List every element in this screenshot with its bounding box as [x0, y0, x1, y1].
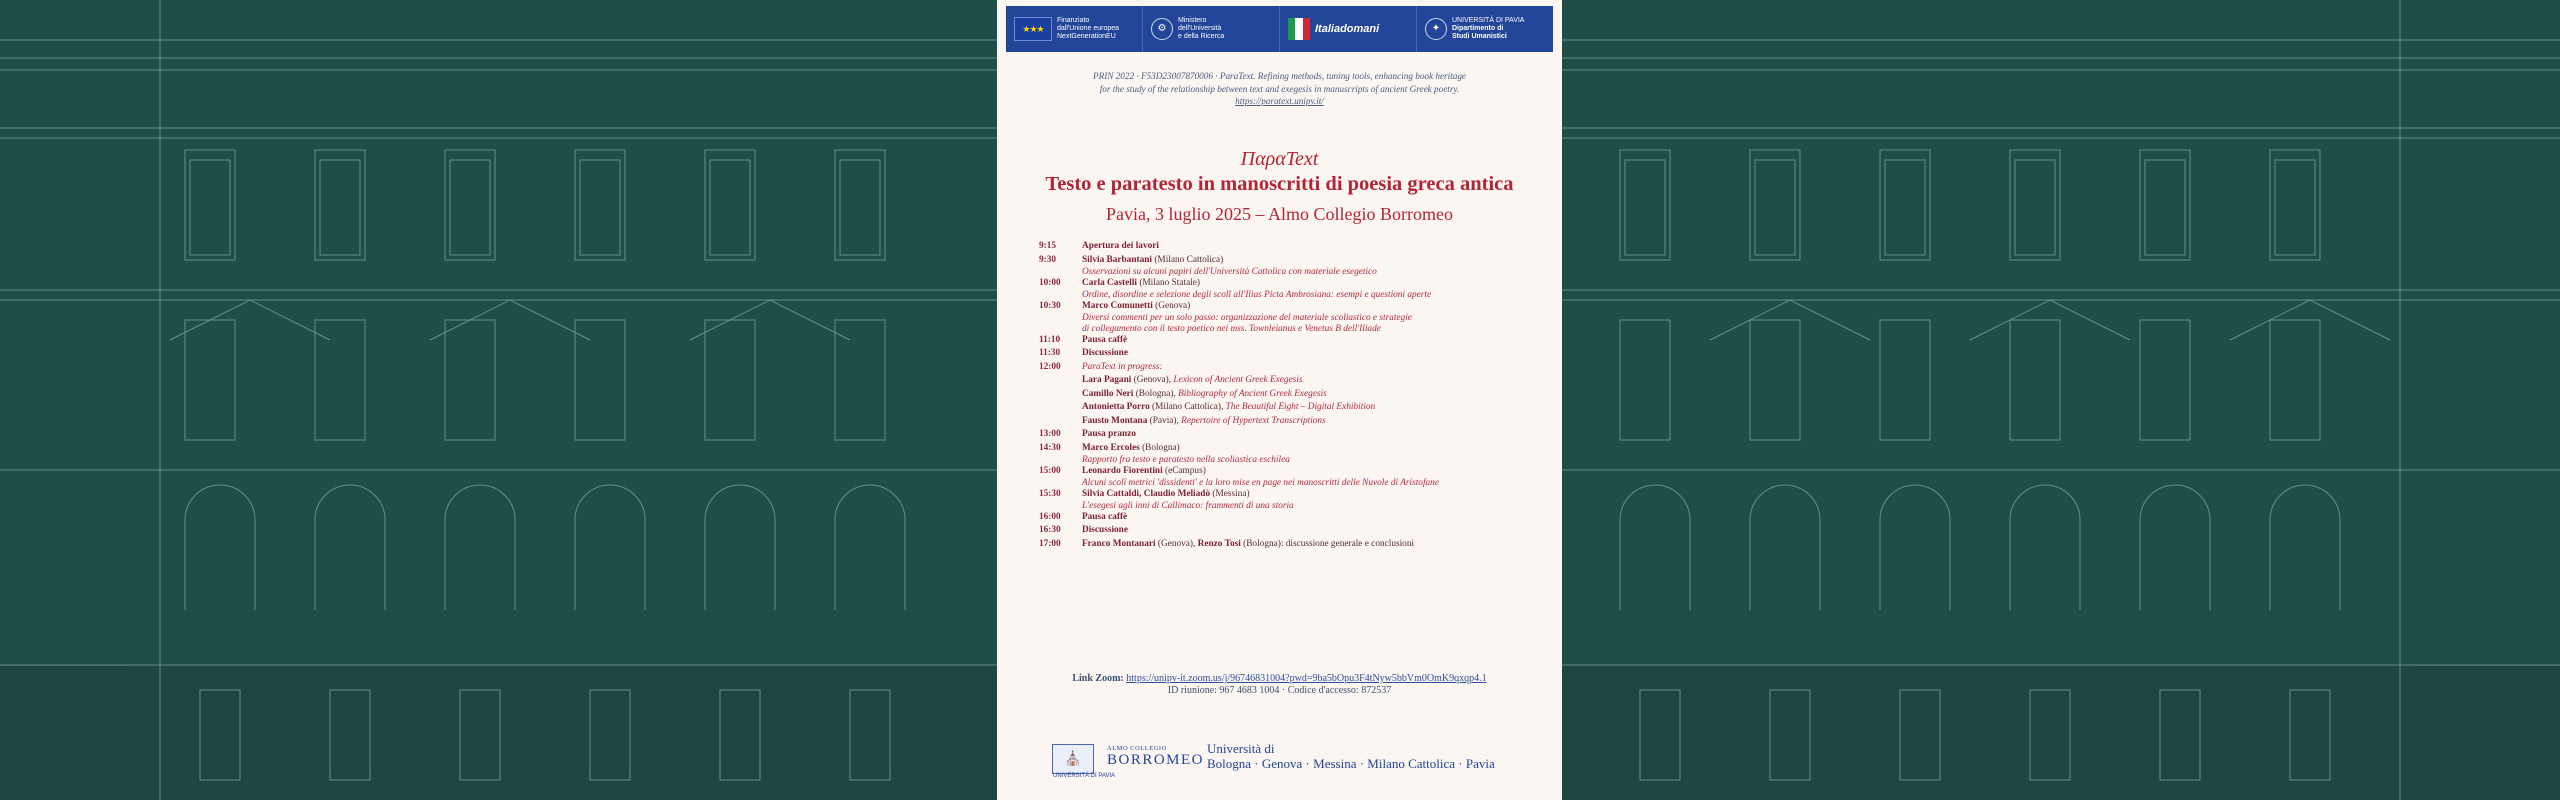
speaker-affiliation: (Milano Cattolica),: [1149, 402, 1226, 412]
schedule-row: [1039, 415, 1549, 429]
talk-title: Alcuni scolî metrici 'dissidenti' e la loro mise en page nei manoscritti delle Nuvole di Aristofane: [1082, 478, 1439, 488]
speaker-name: Marco Ercoles: [1082, 442, 1140, 453]
eu-flag-icon: ★★★: [1014, 17, 1052, 41]
talk-title-continued: di collegamento con il testo poetico nei mss. Townleianus e Venetus B dell'Iliade: [1082, 324, 1381, 334]
mur-seal-icon: ⚙: [1151, 18, 1173, 40]
italian-flag-icon: [1288, 18, 1310, 40]
speaker-name: Silvia Barbantani: [1082, 254, 1153, 265]
zoom-info: [997, 673, 1562, 697]
unipv-logo-line-2: Dipartimento di: [1452, 25, 1504, 32]
main-title: Testo e paratesto in manoscritti di poesia greca antica: [1045, 173, 1514, 195]
speaker-affiliation: (Bologna): discussione generale e conclusioni: [1240, 538, 1415, 549]
schedule-item-text: Pausa caffè: [1082, 511, 1128, 522]
speaker-name: Fausto Montana: [1082, 415, 1148, 426]
speaker-name: Antonietta Porro: [1082, 402, 1150, 412]
schedule-time: 16:00: [1039, 511, 1061, 522]
schedule-time: 13:00: [1039, 429, 1061, 439]
borromeo-text: BORROMEO: [1107, 752, 1205, 768]
schedule-entry: [1082, 401, 1375, 415]
schedule-item-text: ParaText in progress:: [1082, 361, 1163, 372]
schedule-time: 10:30: [1039, 300, 1061, 311]
schedule-entry: [1082, 374, 1302, 388]
schedule-entry: [1082, 428, 1136, 442]
speaker-name: Franco Montanari: [1082, 538, 1156, 549]
schedule-row: [1039, 465, 1549, 488]
italiadomani-logo: [1280, 6, 1417, 52]
schedule-row: [1039, 361, 1549, 375]
schedule-entry: [1082, 465, 1439, 490]
speaker-name: Marco Comunetti: [1082, 300, 1153, 311]
footer-logos: [997, 735, 1562, 795]
speaker-name: Carla Castelli: [1082, 277, 1137, 288]
schedule-entry: [1082, 511, 1127, 525]
eu-logo-line-3: NextGenerationEU: [1057, 33, 1116, 40]
schedule-row: [1039, 254, 1549, 277]
borromeo-small-text: ALMO COLLEGIO: [1107, 745, 1167, 752]
talk-title: Ordine, disordine e selezione degli scolî all'Ilias Picta Ambrosiana: esempi e questioni aperte: [1082, 290, 1432, 300]
schedule-row: [1039, 511, 1549, 525]
mur-logo: [1143, 6, 1280, 52]
eu-logo: [1006, 6, 1143, 52]
schedule-item-text: Discussione: [1082, 348, 1128, 358]
schedule-row: [1039, 488, 1549, 511]
project-work-title: Repertoire of Hypertext Transcriptions: [1181, 415, 1326, 426]
speaker-name: Camillo Neri: [1082, 388, 1134, 399]
schedule-time: 10:00: [1039, 277, 1061, 288]
schedule-time: 11:10: [1039, 334, 1061, 345]
schedule-time: 15:00: [1039, 465, 1061, 476]
mur-logo-line-1: Ministero: [1178, 17, 1207, 24]
schedule-row: [1039, 300, 1549, 334]
project-work-title: Lexicon of Ancient Greek Exegesis: [1173, 375, 1303, 385]
prin-line-1: PRIN 2022 · F53D23007870006 · ParaText. Refining methods, tuning tools, enhancing book heritage: [1093, 71, 1466, 81]
schedule-row: [1039, 240, 1549, 254]
speaker-name: Leonardo Fiorentini: [1082, 465, 1163, 476]
speaker-affiliation: (Milano Statale): [1137, 277, 1200, 288]
speaker-affiliation: (Bologna): [1139, 442, 1180, 453]
schedule-time: 16:30: [1039, 525, 1061, 535]
place-date: Pavia, 3 luglio 2025 – Almo Collegio Borromeo: [1106, 204, 1453, 224]
schedule-entry: [1082, 277, 1431, 302]
speaker-affiliation: (Genova),: [1155, 538, 1198, 549]
schedule-time: 15:30: [1039, 488, 1061, 499]
schedule-row: [1039, 442, 1549, 465]
paratext-url-link[interactable]: https://paratext.unipv.it/: [1235, 96, 1324, 106]
schedule-row: [1039, 401, 1549, 415]
schedule-entry: [1082, 388, 1327, 402]
eu-logo-line-2: dall'Unione europea: [1057, 25, 1120, 32]
schedule-entry: [1082, 240, 1159, 254]
schedule-item-text: Pausa caffè: [1082, 334, 1128, 345]
schedule-row: [1039, 277, 1549, 300]
schedule-entry: [1082, 488, 1294, 513]
speaker-affiliation: (Milano Cattolica): [1152, 254, 1224, 265]
project-work-title: Bibliography of Ancient Greek Exegesis: [1178, 388, 1327, 399]
universities-line-1: Università di: [1207, 741, 1275, 756]
schedule-row: [1039, 388, 1549, 402]
unipv-logo-line-1: UNIVERSITÀ DI PAVIA: [1452, 17, 1525, 24]
eu-logo-line-1: Finanziato: [1057, 17, 1090, 24]
schedule-time: 12:00: [1039, 361, 1061, 372]
schedule-time: 11:30: [1039, 348, 1061, 358]
universities-line-2: Bologna · Genova · Messina · Milano Cattolica · Pavia: [1207, 756, 1495, 771]
schedule-entry: [1082, 334, 1127, 348]
schedule-row: [1039, 428, 1549, 442]
schedule-time: 14:30: [1039, 442, 1061, 453]
schedule-time: 9:30: [1039, 254, 1057, 265]
unipv-crest-icon: ⛪: [1052, 744, 1094, 774]
project-work-title: The Beautiful Eight – Digital Exhibition: [1225, 402, 1376, 412]
title-block: [997, 146, 1562, 226]
unipv-logo: [1417, 6, 1553, 52]
schedule-entry: [1082, 254, 1377, 279]
speaker-affiliation: (Genova): [1152, 300, 1191, 311]
schedule-entry: [1082, 300, 1412, 336]
schedule: [1039, 240, 1549, 551]
partner-universities: [1207, 741, 1495, 771]
schedule-time: 9:15: [1039, 241, 1057, 251]
italiadomani-text: Italiadomani: [1315, 23, 1380, 35]
schedule-item-text: Discussione: [1082, 525, 1128, 535]
schedule-entry: [1082, 538, 1414, 552]
speaker-affiliation: (Messina): [1210, 488, 1250, 499]
schedule-row: [1039, 524, 1549, 538]
speaker-affiliation: (Genova),: [1131, 375, 1174, 385]
schedule-entry: [1082, 524, 1128, 538]
schedule-time: 17:00: [1039, 538, 1061, 549]
talk-title: Rapporto fra testo e paratesto nella scoliastica eschilea: [1082, 455, 1290, 465]
zoom-link[interactable]: https://unipv-it.zoom.us/j/96746831004?pwd=9ba5bOpu3F4tNyw5bbVm0OmK9qxqp4.1: [1126, 673, 1487, 684]
funding-logo-bar: [1006, 6, 1553, 52]
zoom-meeting-ids: ID riunione: 967 4683 1004 · Codice d'accesso: 872537: [1167, 685, 1392, 696]
speaker-name: Renzo Tosi: [1197, 538, 1241, 549]
paratext-title: ΠαραText: [1240, 148, 1319, 170]
schedule-row: [1039, 334, 1549, 348]
schedule-entry: [1082, 415, 1326, 429]
speaker-affiliation: (eCampus): [1162, 465, 1206, 476]
prin-header: [997, 70, 1562, 108]
schedule-item-text: Pausa pranzo: [1082, 429, 1136, 439]
crest-caption: UNIVERSITÀ DI PAVIA: [1053, 773, 1116, 779]
mur-logo-line-2: dell'Università: [1178, 25, 1222, 32]
talk-title: L'esegesi agli inni di Callimaco: frammenti di una storia: [1082, 501, 1294, 511]
talk-title: Osservazioni su alcuni papiri dell'Università Cattolica con materiale esegetico: [1082, 267, 1377, 277]
schedule-item-text: Apertura dei lavori: [1082, 241, 1159, 251]
speaker-affiliation: (Pavia),: [1147, 415, 1182, 426]
speaker-affiliation: (Bologna),: [1133, 388, 1179, 399]
schedule-row: [1039, 347, 1549, 361]
unipv-seal-icon: ✦: [1425, 18, 1447, 40]
borromeo-logo: [1107, 745, 1204, 769]
schedule-row: [1039, 374, 1549, 388]
zoom-label: Link Zoom:: [1072, 673, 1127, 684]
unipv-logo-line-3: Studi Umanistici: [1452, 33, 1507, 40]
prin-line-2: for the study of the relationship between text and exegesis in manuscripts of ancient Greek poetry.: [1099, 83, 1460, 94]
schedule-entry: [1082, 361, 1163, 375]
schedule-row: [1039, 538, 1549, 552]
schedule-entry: [1082, 442, 1290, 467]
speaker-name: Lara Pagani: [1082, 375, 1132, 385]
mur-logo-line-3: e della Ricerca: [1178, 33, 1225, 40]
event-poster: [997, 0, 1562, 800]
talk-title: Diversi commenti per un solo passo: organizzazione del materiale scoliastico e strategie: [1082, 313, 1412, 323]
schedule-entry: [1082, 347, 1128, 361]
speaker-name: Silvia Cattaldi, Claudio Meliadò: [1082, 488, 1211, 499]
